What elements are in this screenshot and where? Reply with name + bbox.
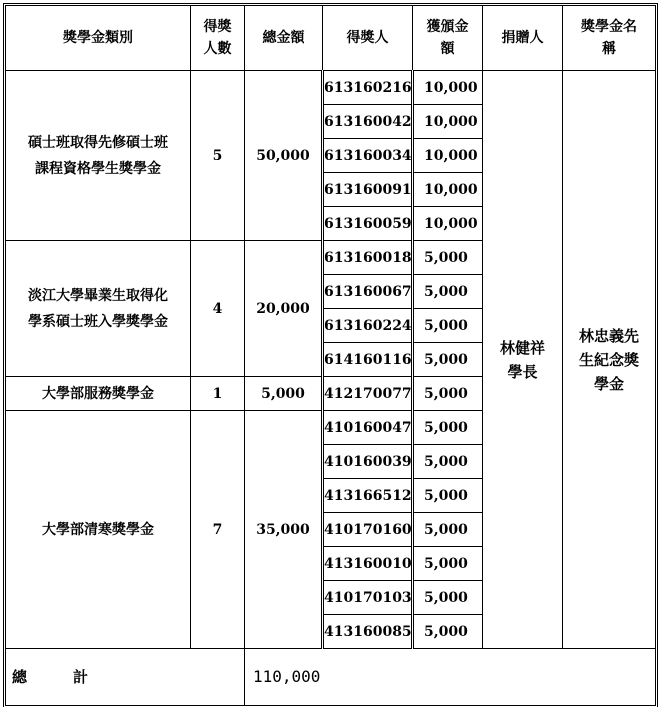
- recipient-id-cell: 614160116: [323, 343, 413, 377]
- award-amount-cell: 10,000: [413, 105, 483, 139]
- award-amount-cell: 5,000: [413, 547, 483, 581]
- total-label-second: 計: [73, 668, 89, 686]
- donor-cell: [483, 71, 563, 649]
- award-amount-cell: 5,000: [413, 309, 483, 343]
- recipient-id-cell: 413160085: [323, 615, 413, 649]
- award-amount-cell: 5,000: [413, 377, 483, 411]
- header-row: [6, 6, 656, 71]
- scholarship-name-cell: [563, 71, 656, 649]
- recipient-id-cell: 613160216: [323, 71, 413, 105]
- recipients-count-cell: 5: [191, 71, 245, 241]
- award-amount-cell: 5,000: [413, 479, 483, 513]
- category-line: 碩士班取得先修碩士班: [28, 134, 168, 151]
- recipient-id-cell: 413160010: [323, 547, 413, 581]
- recipient-id-cell: 613160018: [323, 241, 413, 275]
- award-amount-cell: 5,000: [413, 615, 483, 649]
- award-amount-cell: 5,000: [413, 513, 483, 547]
- award-amount-cell: 10,000: [413, 207, 483, 241]
- award-amount-cell: 5,000: [413, 411, 483, 445]
- recipients-count-cell: 7: [191, 411, 245, 649]
- header-scholarship-name: [563, 6, 656, 71]
- header-recipient: 得獎人: [323, 6, 413, 71]
- total-value: 110,000: [245, 649, 656, 706]
- award-amount-cell: 10,000: [413, 173, 483, 207]
- award-amount-cell: 10,000: [413, 71, 483, 105]
- recipients-count-cell: 1: [191, 377, 245, 411]
- recipient-id-cell: 613160224: [323, 309, 413, 343]
- recipient-id-cell: 613160034: [323, 139, 413, 173]
- recipient-id-cell: 613160091: [323, 173, 413, 207]
- category-cell: [6, 71, 191, 241]
- recipient-id-cell: 412170077: [323, 377, 413, 411]
- scholarship-table: [5, 5, 656, 706]
- award-amount-cell: 5,000: [413, 275, 483, 309]
- donor-line: 學長: [507, 362, 538, 381]
- header-award-amount-text: 獲頒金額: [426, 18, 469, 57]
- recipient-id-cell: 410170103: [323, 581, 413, 615]
- category-cell: [6, 241, 191, 377]
- category-cell: [6, 411, 191, 649]
- header-scholarship-name-text: 獎學金名稱: [580, 18, 637, 57]
- scholarship-name-line: 林忠義先: [578, 326, 639, 345]
- header-donor: 捐贈人: [483, 6, 563, 71]
- recipient-id-cell: 410160039: [323, 445, 413, 479]
- group-total-cell: 20,000: [245, 241, 323, 377]
- category-line: 學系碩士班入學獎學金: [28, 313, 168, 330]
- award-amount-cell: 5,000: [413, 581, 483, 615]
- group-total-cell: 5,000: [245, 377, 323, 411]
- category-line: 課程資格學生獎學金: [35, 160, 161, 177]
- group-total-cell: 50,000: [245, 71, 323, 241]
- award-amount-cell: 5,000: [413, 445, 483, 479]
- recipient-id-cell: 410170160: [323, 513, 413, 547]
- award-amount-cell: 5,000: [413, 343, 483, 377]
- header-total-amount: 總金額: [245, 6, 323, 71]
- recipient-id-cell: 613160042: [323, 105, 413, 139]
- category-line: 淡江大學畢業生取得化: [28, 287, 168, 304]
- recipient-id-cell: 613160067: [323, 275, 413, 309]
- category-cell: [6, 377, 191, 411]
- recipients-count-cell: 4: [191, 241, 245, 377]
- recipient-id-cell: 613160059: [323, 207, 413, 241]
- header-recipients-count: [191, 6, 245, 71]
- award-amount-cell: 10,000: [413, 139, 483, 173]
- header-recipients-count-text: 得獎人數: [203, 18, 232, 57]
- award-row: [6, 71, 656, 105]
- total-label: [6, 649, 245, 706]
- group-total-cell: 35,000: [245, 411, 323, 649]
- category-line: 大學部服務獎學金: [42, 385, 154, 402]
- total-label-first: 總: [12, 668, 28, 686]
- header-category: 獎學金類別: [6, 6, 191, 71]
- award-amount-cell: 5,000: [413, 241, 483, 275]
- total-row: [6, 649, 656, 706]
- recipient-id-cell: 410160047: [323, 411, 413, 445]
- header-award-amount: [413, 6, 483, 71]
- scholarship-name-line: 學金: [593, 374, 624, 393]
- category-line: 大學部清寒獎學金: [42, 521, 154, 538]
- scholarship-name-line: 生紀念獎: [578, 350, 639, 369]
- recipient-id-cell: 413166512: [323, 479, 413, 513]
- donor-line: 林健祥: [499, 338, 545, 357]
